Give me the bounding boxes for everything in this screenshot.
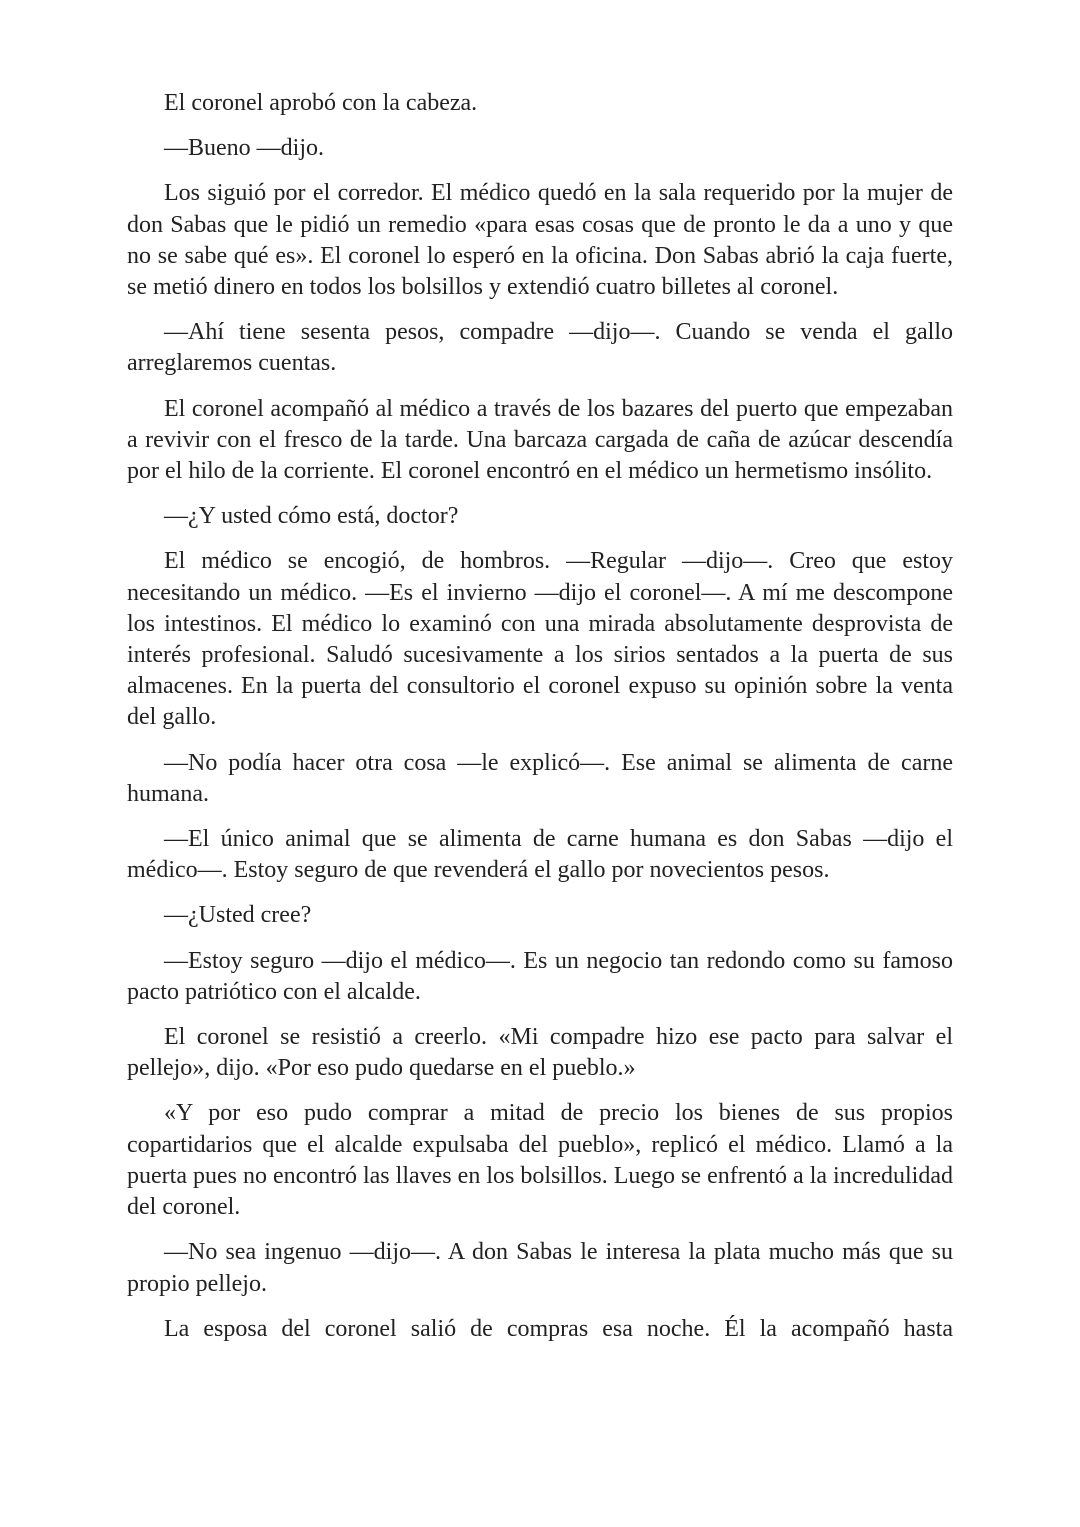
- paragraph: —¿Y usted cómo está, doctor?: [164, 503, 459, 530]
- paragraph: Los siguió por el corredor. El médico quedó en la sala requerido por la mujer de don Sabas que le pidió un remedio «para esas cosas que de pronto le da a uno y que no se sabe qué es». El coronel lo esperó en la oficina. Don Sabas abrió la caja fuerte, se metió dinero en todos los bolsillos y extendió cuatro billetes al coronel.: [127, 180, 953, 301]
- paragraph: —¿Usted cree?: [164, 902, 312, 929]
- paragraph: El coronel se resistió a creerlo. «Mi compadre hizo ese pacto para salvar el pellejo», dijo. «Por eso pudo quedarse en el pueblo.»: [127, 1024, 953, 1082]
- paragraph: El coronel acompañó al médico a través de los bazares del puerto que empezaban a revivir con el fresco de la tarde. Una barcaza cargada de caña de azúcar descendía por el hilo de la corriente. El coronel encontró en el médico un hermetismo insólito.: [127, 395, 953, 485]
- paragraph: —Estoy seguro —dijo el médico—. Es un negocio tan redondo como su famoso pacto patriótico con el alcalde.: [127, 947, 953, 1005]
- paragraph: La esposa del coronel salió de compras esa noche. Él la acompañó hasta: [164, 1315, 953, 1342]
- book-page: [127, 88, 953, 1345]
- paragraph: —Ahí tiene sesenta pesos, compadre —dijo—. Cuando se venda el gallo arreglaremos cuentas.: [127, 319, 953, 377]
- paragraph: —No sea ingenuo —dijo—. A don Sabas le interesa la plata mucho más que su propio pellejo.: [127, 1239, 953, 1297]
- paragraph: —El único animal que se alimenta de carne humana es don Sabas —dijo el médico—. Estoy seguro de que revenderá el gallo por novecientos pesos.: [127, 826, 953, 884]
- paragraph: —Bueno —dijo.: [164, 135, 324, 162]
- paragraph: «Y por eso pudo comprar a mitad de precio los bienes de sus propios copartidarios que el alcalde expulsaba del pueblo», replicó el médico. Llamó a la puerta pues no encontró las llaves en los bolsillos. Luego se enfrentó a la incredulidad del coronel.: [127, 1100, 953, 1221]
- paragraph: El médico se encogió, de hombros. —Regular —dijo—. Creo que estoy necesitando un médico. —Es el invierno —dijo el coronel—. A mí me descompone los intestinos. El médico lo examinó con una mirada absolutamente desprovista de interés profesional. Saludó sucesivamente a los sirios sentados a la puerta de sus almacenes. En la puerta del consultorio el coronel expuso su opinión sobre la venta del gallo.: [127, 548, 953, 731]
- paragraph: El coronel aprobó con la cabeza.: [164, 90, 478, 116]
- paragraph: —No podía hacer otra cosa —le explicó—. Ese animal se alimenta de carne humana.: [127, 749, 953, 807]
